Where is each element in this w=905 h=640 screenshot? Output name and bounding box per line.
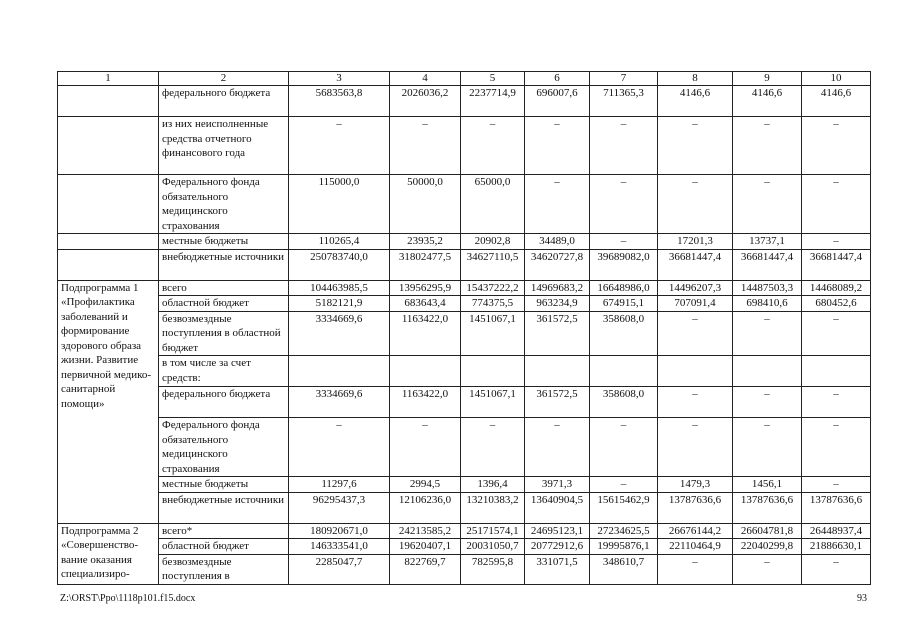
value-cell: –: [590, 175, 658, 234]
value-cell: 20772912,6: [525, 539, 590, 555]
value-cell: –: [802, 311, 871, 356]
value-cell: –: [802, 418, 871, 477]
value-cell: [525, 356, 590, 387]
subprogram-cell: [58, 249, 159, 280]
value-cell: 13640904,5: [525, 492, 590, 523]
value-cell: 15437222,2: [461, 280, 525, 296]
table-row: [58, 554, 871, 584]
value-cell: –: [733, 311, 802, 356]
value-cell: 180920671,0: [289, 523, 390, 539]
value-cell: 16648986,0: [590, 280, 658, 296]
value-cell: 24695123,1: [525, 523, 590, 539]
column-header: 10: [802, 72, 871, 86]
funding-source-cell: местные бюджеты: [159, 477, 289, 493]
value-cell: –: [390, 418, 461, 477]
value-cell: 711365,3: [590, 86, 658, 117]
value-cell: –: [461, 117, 525, 175]
value-cell: 13787636,6: [802, 492, 871, 523]
value-cell: 23935,2: [390, 234, 461, 250]
funding-source-cell: Федерального фонда обязательного медицинского страхования: [159, 175, 289, 234]
value-cell: –: [658, 387, 733, 418]
column-header: 9: [733, 72, 802, 86]
value-cell: 50000,0: [390, 175, 461, 234]
value-cell: 13787636,6: [658, 492, 733, 523]
value-cell: 331071,5: [525, 554, 590, 584]
value-cell: 34489,0: [525, 234, 590, 250]
value-cell: 683643,4: [390, 296, 461, 312]
page-number: 93: [857, 593, 867, 604]
value-cell: 1396,4: [461, 477, 525, 493]
table-row: [58, 356, 871, 387]
value-cell: 2994,5: [390, 477, 461, 493]
value-cell: 250783740,0: [289, 249, 390, 280]
value-cell: [390, 356, 461, 387]
value-cell: –: [733, 418, 802, 477]
funding-source-cell: федерального бюджета: [159, 86, 289, 117]
value-cell: [590, 356, 658, 387]
value-cell: 26448937,4: [802, 523, 871, 539]
value-cell: –: [802, 117, 871, 175]
value-cell: –: [733, 117, 802, 175]
value-cell: [658, 356, 733, 387]
funding-source-cell: местные бюджеты: [159, 234, 289, 250]
value-cell: 96295437,3: [289, 492, 390, 523]
value-cell: 20031050,7: [461, 539, 525, 555]
value-cell: 707091,4: [658, 296, 733, 312]
value-cell: –: [461, 418, 525, 477]
value-cell: –: [590, 477, 658, 493]
funding-source-cell: внебюджетные источники: [159, 249, 289, 280]
value-cell: 14487503,3: [733, 280, 802, 296]
subprogram-cell: Подпрограмма 2 «Совершенство-вание оказания специализиро-: [58, 523, 159, 584]
value-cell: –: [802, 554, 871, 584]
value-cell: 104463985,5: [289, 280, 390, 296]
value-cell: 774375,5: [461, 296, 525, 312]
funding-source-cell: областной бюджет: [159, 539, 289, 555]
value-cell: 680452,6: [802, 296, 871, 312]
value-cell: 110265,4: [289, 234, 390, 250]
value-cell: 14468089,2: [802, 280, 871, 296]
value-cell: 1451067,1: [461, 387, 525, 418]
value-cell: –: [802, 477, 871, 493]
subprogram-cell: [58, 175, 159, 234]
value-cell: –: [733, 554, 802, 584]
header-row: [58, 72, 871, 86]
value-cell: 24213585,2: [390, 523, 461, 539]
value-cell: –: [802, 234, 871, 250]
value-cell: 1451067,1: [461, 311, 525, 356]
value-cell: 782595,8: [461, 554, 525, 584]
value-cell: 19995876,1: [590, 539, 658, 555]
table-row: [58, 117, 871, 175]
value-cell: 27234625,5: [590, 523, 658, 539]
table-row: [58, 492, 871, 523]
value-cell: 36681447,4: [733, 249, 802, 280]
value-cell: –: [733, 175, 802, 234]
value-cell: 2237714,9: [461, 86, 525, 117]
value-cell: 5182121,9: [289, 296, 390, 312]
funding-source-cell: безвозмездные поступления в областной бюджет: [159, 311, 289, 356]
funding-source-cell: всего: [159, 280, 289, 296]
value-cell: 358608,0: [590, 311, 658, 356]
column-header: 1: [58, 72, 159, 86]
value-cell: 361572,5: [525, 311, 590, 356]
value-cell: 963234,9: [525, 296, 590, 312]
value-cell: 13787636,6: [733, 492, 802, 523]
value-cell: –: [590, 234, 658, 250]
value-cell: 674915,1: [590, 296, 658, 312]
table-row: [58, 477, 871, 493]
value-cell: 39689082,0: [590, 249, 658, 280]
value-cell: [802, 356, 871, 387]
funding-source-cell: всего*: [159, 523, 289, 539]
value-cell: –: [525, 175, 590, 234]
funding-source-cell: областной бюджет: [159, 296, 289, 312]
value-cell: 15615462,9: [590, 492, 658, 523]
value-cell: 26604781,8: [733, 523, 802, 539]
value-cell: 36681447,4: [658, 249, 733, 280]
column-header: 5: [461, 72, 525, 86]
value-cell: 14496207,3: [658, 280, 733, 296]
subprogram-cell: Подпрограмма 1 «Профилактика заболеваний и формирование здорового образа жизни. Развитие первичной медико-санитарной помощи»: [58, 280, 159, 523]
value-cell: –: [525, 418, 590, 477]
funding-source-cell: федерального бюджета: [159, 387, 289, 418]
table-body: [58, 86, 871, 585]
value-cell: 21886630,1: [802, 539, 871, 555]
table-row: [58, 539, 871, 555]
value-cell: 361572,5: [525, 387, 590, 418]
value-cell: [733, 356, 802, 387]
value-cell: –: [802, 175, 871, 234]
value-cell: 22040299,8: [733, 539, 802, 555]
value-cell: –: [658, 554, 733, 584]
budget-table-container: [57, 71, 870, 585]
table-row: [58, 280, 871, 296]
funding-source-cell: внебюджетные источники: [159, 492, 289, 523]
value-cell: 1163422,0: [390, 387, 461, 418]
value-cell: 13210383,2: [461, 492, 525, 523]
funding-source-cell: из них неисполненные средства отчетного финансового года: [159, 117, 289, 175]
value-cell: 11297,6: [289, 477, 390, 493]
value-cell: –: [289, 418, 390, 477]
funding-source-cell: безвозмездные поступления в: [159, 554, 289, 584]
column-header: 6: [525, 72, 590, 86]
value-cell: 36681447,4: [802, 249, 871, 280]
value-cell: –: [658, 117, 733, 175]
subprogram-cell: [58, 234, 159, 250]
value-cell: 698410,6: [733, 296, 802, 312]
document-path: Z:\ORST\Ppo\1118p101.f15.docx: [60, 593, 196, 604]
value-cell: 19620407,1: [390, 539, 461, 555]
value-cell: 65000,0: [461, 175, 525, 234]
table-row: [58, 387, 871, 418]
value-cell: 822769,7: [390, 554, 461, 584]
table-row: [58, 523, 871, 539]
column-header: 7: [590, 72, 658, 86]
value-cell: 34620727,8: [525, 249, 590, 280]
value-cell: 3334669,6: [289, 387, 390, 418]
value-cell: 3334669,6: [289, 311, 390, 356]
value-cell: –: [658, 175, 733, 234]
value-cell: –: [590, 117, 658, 175]
value-cell: 17201,3: [658, 234, 733, 250]
column-header: 3: [289, 72, 390, 86]
value-cell: 34627110,5: [461, 249, 525, 280]
value-cell: 4146,6: [658, 86, 733, 117]
table-row: [58, 234, 871, 250]
value-cell: 4146,6: [802, 86, 871, 117]
value-cell: 115000,0: [289, 175, 390, 234]
value-cell: –: [525, 117, 590, 175]
value-cell: 4146,6: [733, 86, 802, 117]
column-header: 8: [658, 72, 733, 86]
column-header: 2: [159, 72, 289, 86]
value-cell: 5683563,8: [289, 86, 390, 117]
table-row: [58, 249, 871, 280]
value-cell: [289, 356, 390, 387]
value-cell: 358608,0: [590, 387, 658, 418]
subprogram-cell: [58, 117, 159, 175]
value-cell: 26676144,2: [658, 523, 733, 539]
value-cell: –: [658, 311, 733, 356]
value-cell: 22110464,9: [658, 539, 733, 555]
budget-table: [57, 71, 871, 585]
value-cell: 1456,1: [733, 477, 802, 493]
table-row: [58, 311, 871, 356]
value-cell: 146333541,0: [289, 539, 390, 555]
value-cell: 20902,8: [461, 234, 525, 250]
value-cell: 1479,3: [658, 477, 733, 493]
value-cell: 2285047,7: [289, 554, 390, 584]
value-cell: 3971,3: [525, 477, 590, 493]
value-cell: 348610,7: [590, 554, 658, 584]
value-cell: [461, 356, 525, 387]
value-cell: 31802477,5: [390, 249, 461, 280]
subprogram-cell: [58, 86, 159, 117]
value-cell: 25171574,1: [461, 523, 525, 539]
value-cell: 1163422,0: [390, 311, 461, 356]
table-row: [58, 418, 871, 477]
value-cell: 13737,1: [733, 234, 802, 250]
value-cell: –: [658, 418, 733, 477]
table-row: [58, 175, 871, 234]
value-cell: 12106236,0: [390, 492, 461, 523]
table-row: [58, 296, 871, 312]
value-cell: –: [802, 387, 871, 418]
funding-source-cell: в том числе за счет средств:: [159, 356, 289, 387]
table-row: [58, 86, 871, 117]
value-cell: 13956295,9: [390, 280, 461, 296]
value-cell: 696007,6: [525, 86, 590, 117]
value-cell: –: [733, 387, 802, 418]
value-cell: 2026036,2: [390, 86, 461, 117]
value-cell: 14969683,2: [525, 280, 590, 296]
value-cell: –: [590, 418, 658, 477]
funding-source-cell: Федерального фонда обязательного медицинского страхования: [159, 418, 289, 477]
value-cell: –: [390, 117, 461, 175]
column-header: 4: [390, 72, 461, 86]
value-cell: –: [289, 117, 390, 175]
